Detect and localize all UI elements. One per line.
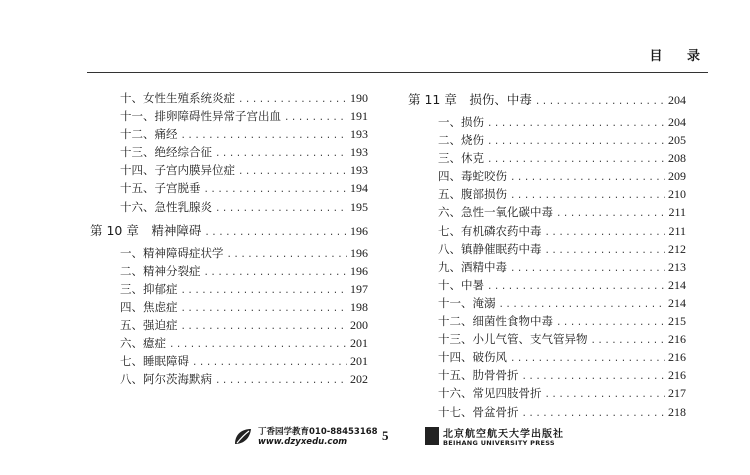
toc-entry-page: 211 xyxy=(668,205,686,220)
toc-entry-page: 193 xyxy=(350,163,368,178)
toc-entry-page: 201 xyxy=(350,336,368,351)
toc-entry-title: 九、酒精中毒 xyxy=(438,259,507,274)
toc-entry-page: 217 xyxy=(668,386,686,401)
toc-entry-title: 十三、小儿气管、支气管异物 xyxy=(438,332,588,347)
toc-dot-leader xyxy=(556,318,665,328)
toc-entry-title: 七、睡眠障碍 xyxy=(120,354,189,369)
toc-dot-leader xyxy=(545,228,666,238)
toc-entry-page: 196 xyxy=(350,223,368,238)
toc-dot-leader xyxy=(487,137,665,147)
toc-dot-leader xyxy=(204,268,348,278)
toc-entry-page: 190 xyxy=(350,91,368,105)
toc-dot-leader xyxy=(169,340,347,350)
page-header-title: 目 录 xyxy=(649,49,710,64)
toc-entry-page: 191 xyxy=(350,109,368,124)
toc-right-column xyxy=(408,90,686,422)
toc-entry-title: 十五、子宫脱垂 xyxy=(120,181,201,196)
toc-dot-leader xyxy=(487,119,665,129)
toc-entry-title: 十二、痛经 xyxy=(120,127,178,142)
header-rule xyxy=(87,72,708,73)
toc-entry-title: 三、抑郁症 xyxy=(120,281,178,296)
toc-entry-title: 十一、淹溺 xyxy=(438,295,496,310)
toc-dot-leader xyxy=(215,149,347,159)
toc-entry-page: 196 xyxy=(350,245,368,260)
toc-entry-title: 二、精神分裂症 xyxy=(120,263,201,278)
toc-section-entry[interactable] xyxy=(408,385,686,403)
toc-entry-page: 214 xyxy=(668,277,686,292)
toc-section-entry[interactable] xyxy=(90,245,368,263)
book-logo-icon xyxy=(425,427,439,445)
publisher-logo-left xyxy=(232,424,382,454)
toc-dot-leader xyxy=(535,97,665,107)
toc-entry-title: 五、强迫症 xyxy=(120,318,178,333)
toc-chapter-entry[interactable] xyxy=(90,221,368,243)
toc-entry-page: 204 xyxy=(668,115,686,129)
toc-entry-page: 193 xyxy=(350,145,368,160)
toc-entry-page: 201 xyxy=(350,354,368,369)
toc-section-entry[interactable] xyxy=(408,313,686,331)
toc-section-entry[interactable] xyxy=(90,299,368,317)
toc-section-entry[interactable] xyxy=(90,353,368,371)
toc-entry-title: 十三、绝经综合征 xyxy=(120,145,212,160)
left-logo-url: www.dzyxedu.com xyxy=(258,437,348,447)
toc-dot-leader xyxy=(510,173,665,183)
toc-entry-page: 213 xyxy=(668,259,686,274)
toc-left-column xyxy=(90,90,368,389)
toc-dot-leader xyxy=(227,250,348,260)
page-footer xyxy=(0,424,750,456)
toc-entry-title: 四、焦虑症 xyxy=(120,299,178,314)
toc-dot-leader xyxy=(510,354,665,364)
toc-entry-title: 二、烧伤 xyxy=(438,133,484,148)
toc-section-entry[interactable] xyxy=(408,204,686,222)
toc-entry-title: 四、毒蛇咬伤 xyxy=(438,169,507,184)
toc-entry-title: 一、损伤 xyxy=(438,115,484,129)
toc-dot-leader xyxy=(545,390,666,400)
toc-dot-leader xyxy=(181,286,348,296)
toc-entry-title: 第 11 章 损伤、中毒 xyxy=(408,92,532,107)
toc-section-entry[interactable] xyxy=(408,114,686,132)
toc-entry-page: 215 xyxy=(668,314,686,329)
toc-dot-leader xyxy=(522,372,666,382)
toc-entry-page: 196 xyxy=(350,263,368,278)
toc-entry-page: 216 xyxy=(668,350,686,365)
toc-section-entry[interactable] xyxy=(90,162,368,180)
toc-section-entry[interactable] xyxy=(408,150,686,168)
toc-entry-page: 214 xyxy=(668,295,686,310)
toc-entry-page: 194 xyxy=(350,181,368,196)
toc-entry-title: 十四、破伤风 xyxy=(438,350,507,365)
toc-dot-leader xyxy=(284,113,347,123)
toc-entry-title: 第 10 章 精神障碍 xyxy=(90,222,202,238)
toc-entry-page: 198 xyxy=(350,299,368,314)
toc-entry-title: 五、腹部损伤 xyxy=(438,187,507,202)
toc-dot-leader xyxy=(215,376,347,386)
toc-entry-page: 197 xyxy=(350,281,368,296)
toc-section-entry[interactable] xyxy=(408,331,686,349)
toc-entry-title: 十七、骨盆骨折 xyxy=(438,404,519,419)
left-logo-text: 丁香园学教育010-88453168 xyxy=(258,427,378,437)
toc-entry-page: 212 xyxy=(668,241,686,256)
toc-chapter-entry[interactable] xyxy=(408,90,686,112)
toc-section-entry[interactable] xyxy=(90,317,368,335)
toc-entry-page: 200 xyxy=(350,318,368,333)
toc-entry-page: 218 xyxy=(668,404,686,419)
toc-section-entry[interactable] xyxy=(90,199,368,217)
toc-section-entry[interactable] xyxy=(90,263,368,281)
toc-entry-page: 193 xyxy=(350,127,368,142)
toc-entry-title: 十二、细菌性食物中毒 xyxy=(438,314,553,329)
toc-section-entry[interactable] xyxy=(408,295,686,313)
toc-dot-leader xyxy=(204,228,347,238)
toc-entry-title: 六、急性一氧化碳中毒 xyxy=(438,205,553,220)
toc-entry-title: 八、镇静催眠药中毒 xyxy=(438,241,542,256)
toc-dot-leader xyxy=(215,204,347,214)
toc-entry-title: 十、中暑 xyxy=(438,277,484,292)
toc-section-entry[interactable] xyxy=(90,126,368,144)
toc-entry-page: 204 xyxy=(668,93,686,107)
toc-dot-leader xyxy=(487,282,665,292)
toc-section-entry[interactable] xyxy=(408,132,686,150)
publisher-logo-right xyxy=(425,424,595,454)
toc-section-entry[interactable] xyxy=(408,168,686,186)
right-logo-subtext: BEIHANG UNIVERSITY PRESS xyxy=(443,439,555,447)
toc-dot-leader xyxy=(499,300,666,310)
toc-section-entry[interactable] xyxy=(408,241,686,259)
toc-entry-title: 十六、常见四肢骨折 xyxy=(438,386,542,401)
toc-entry-page: 211 xyxy=(668,223,686,238)
toc-dot-leader xyxy=(522,409,666,419)
toc-dot-leader xyxy=(204,185,348,195)
toc-entry-page: 216 xyxy=(668,332,686,347)
toc-entry-title: 十四、子宫内膜异位症 xyxy=(120,163,235,178)
right-logo-text: 北京航空航天大学出版社 xyxy=(443,429,564,440)
toc-dot-leader xyxy=(591,336,666,346)
toc-entry-title: 十五、肋骨骨折 xyxy=(438,368,519,383)
toc-section-entry[interactable] xyxy=(408,186,686,204)
toc-section-entry[interactable] xyxy=(90,108,368,126)
toc-section-entry[interactable] xyxy=(90,335,368,353)
toc-entry-page: 202 xyxy=(350,372,368,387)
toc-entry-page: 208 xyxy=(668,151,686,166)
toc-entry-title: 十六、急性乳腺炎 xyxy=(120,199,212,214)
toc-entry-page: 216 xyxy=(668,368,686,383)
toc-dot-leader xyxy=(181,131,348,141)
toc-dot-leader xyxy=(238,95,347,105)
toc-entry-title: 三、休克 xyxy=(438,151,484,166)
toc-dot-leader xyxy=(181,304,348,314)
toc-section-entry[interactable] xyxy=(408,404,686,422)
toc-dot-leader xyxy=(181,322,348,332)
toc-entry-page: 195 xyxy=(350,199,368,214)
toc-section-entry[interactable] xyxy=(90,180,368,198)
toc-entry-title: 十、女性生殖系统炎症 xyxy=(120,91,235,105)
toc-entry-page: 210 xyxy=(668,187,686,202)
toc-section-entry[interactable] xyxy=(90,371,368,389)
leaf-logo-icon xyxy=(232,426,254,448)
toc-entry-title: 一、精神障碍症状学 xyxy=(120,245,224,260)
toc-dot-leader xyxy=(510,264,665,274)
toc-section-entry[interactable] xyxy=(408,259,686,277)
toc-entry-title: 六、癔症 xyxy=(120,336,166,351)
toc-entry-page: 205 xyxy=(668,133,686,148)
toc-entry-title: 十一、排卵障碍性异常子宫出血 xyxy=(120,109,281,124)
toc-section-entry[interactable] xyxy=(408,223,686,241)
toc-section-entry[interactable] xyxy=(408,349,686,367)
toc-dot-leader xyxy=(545,246,666,256)
toc-section-entry[interactable] xyxy=(90,144,368,162)
toc-entry-page: 209 xyxy=(668,169,686,184)
toc-dot-leader xyxy=(556,209,665,219)
toc-section-entry[interactable] xyxy=(90,281,368,299)
toc-section-entry[interactable] xyxy=(408,367,686,385)
toc-section-entry[interactable] xyxy=(408,277,686,295)
page-number: 5 xyxy=(382,428,389,443)
toc-section-entry[interactable] xyxy=(90,90,368,108)
toc-dot-leader xyxy=(238,167,347,177)
toc-dot-leader xyxy=(510,191,665,201)
toc-dot-leader xyxy=(192,358,347,368)
toc-dot-leader xyxy=(487,155,665,165)
toc-entry-title: 八、阿尔茨海默病 xyxy=(120,372,212,387)
toc-entry-title: 七、有机磷农药中毒 xyxy=(438,223,542,238)
